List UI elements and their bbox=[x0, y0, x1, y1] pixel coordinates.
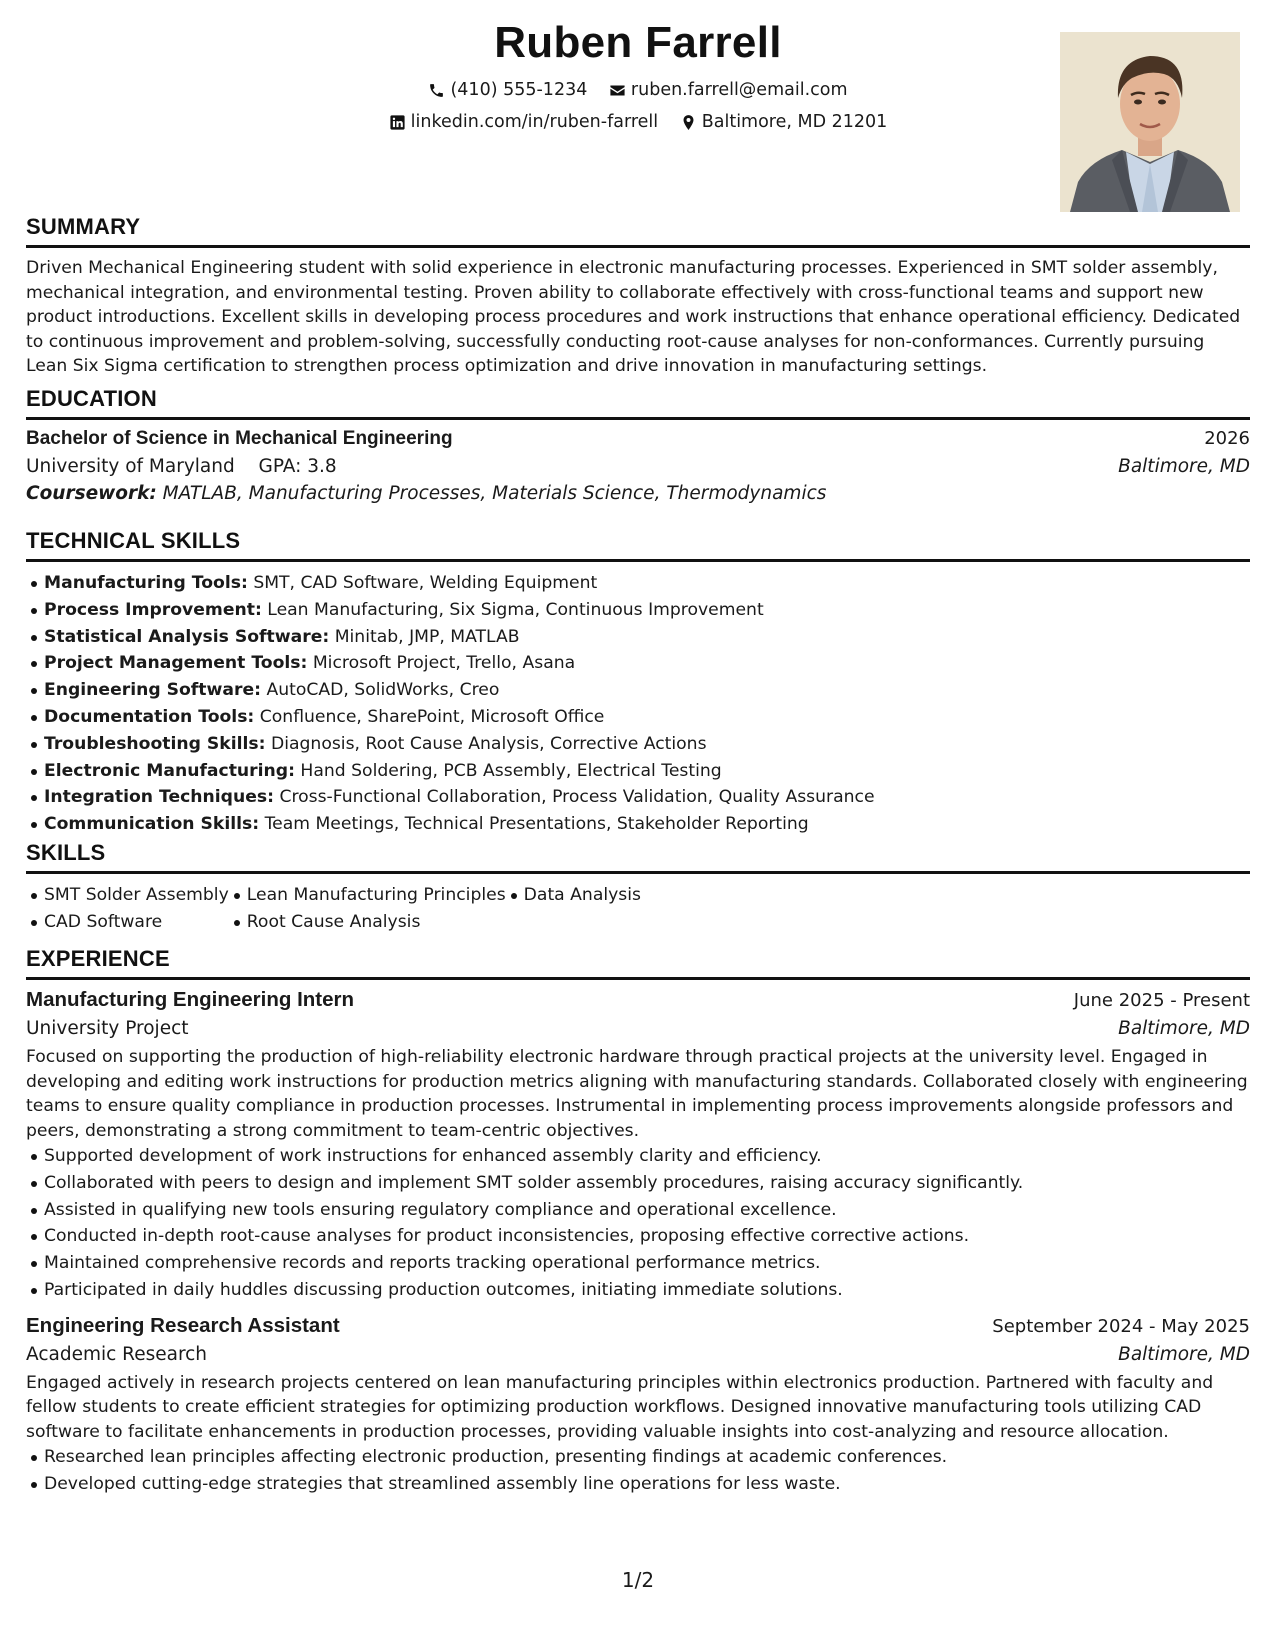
envelope-icon bbox=[609, 82, 626, 99]
education-title-row bbox=[26, 428, 1250, 450]
page-number: 1/2 bbox=[621, 1568, 655, 1592]
technical-skill-label: Documentation Tools: bbox=[44, 706, 255, 727]
skill-item: Lean Manufacturing Principles bbox=[247, 882, 506, 909]
technical-skill-value: Microsoft Project, Trello, Asana bbox=[312, 653, 576, 674]
technical-skill-label: Integration Techniques: bbox=[44, 787, 274, 808]
technical-skill-value: Hand Soldering, PCB Assembly, Electrical Testing bbox=[300, 760, 722, 781]
linkedin-contact[interactable] bbox=[389, 112, 658, 132]
coursework-text: MATLAB, Manufacturing Processes, Materials Science, Thermodynamics bbox=[162, 483, 827, 504]
technical-skill-label: Process Improvement: bbox=[44, 599, 262, 620]
technical-skill-label: Project Management Tools: bbox=[44, 653, 308, 674]
job-org-row bbox=[26, 1018, 1250, 1039]
job-bullet: Maintained comprehensive records and reports tracking operational performance metrics. bbox=[44, 1250, 1250, 1277]
technical-skill-item bbox=[44, 704, 1250, 731]
technical-skill-label: Manufacturing Tools: bbox=[44, 573, 248, 593]
technical-skills-section bbox=[26, 528, 1250, 838]
school-name: University of Maryland bbox=[26, 456, 235, 477]
education-heading: EDUCATION bbox=[26, 386, 1250, 420]
technical-skill-value: Lean Manufacturing, Six Sigma, Continuous Improvement bbox=[267, 599, 764, 620]
skills-section bbox=[26, 840, 1250, 936]
job-role: Manufacturing Engineering Intern bbox=[26, 988, 355, 1011]
technical-skill-value: SMT, CAD Software, Welding Equipment bbox=[253, 573, 598, 593]
skills-column-1 bbox=[26, 882, 229, 936]
profile-photo bbox=[1060, 32, 1240, 212]
technical-skill-value: Minitab, JMP, MATLAB bbox=[334, 626, 520, 647]
linkedin-text: linkedin.com/in/ruben-farrell bbox=[410, 112, 659, 132]
technical-skill-item bbox=[44, 570, 1250, 597]
technical-skill-item bbox=[44, 597, 1250, 624]
skill-item: Root Cause Analysis bbox=[247, 909, 506, 936]
phone-contact[interactable] bbox=[428, 80, 587, 100]
email-contact[interactable] bbox=[609, 80, 848, 100]
job-location: Baltimore, MD bbox=[1118, 1018, 1250, 1039]
graduation-year: 2026 bbox=[1204, 428, 1250, 449]
technical-skill-value: Diagnosis, Root Cause Analysis, Corrective Actions bbox=[270, 733, 707, 754]
job-bullets bbox=[26, 1444, 1250, 1498]
technical-skills-heading: TECHNICAL SKILLS bbox=[26, 528, 1250, 562]
job-dates: September 2024 - May 2025 bbox=[992, 1315, 1250, 1337]
technical-skill-item bbox=[44, 758, 1250, 785]
job-bullet: Conducted in-depth root-cause analyses for product inconsistencies, proposing effective corrective actions. bbox=[44, 1223, 1250, 1250]
job-dates: June 2025 - Present bbox=[1073, 990, 1250, 1011]
email-text: ruben.farrell@email.com bbox=[630, 80, 848, 100]
job-bullet: Participated in daily huddles discussing production outcomes, initiating immediate solutions. bbox=[44, 1277, 1250, 1304]
technical-skill-value: Cross-Functional Collaboration, Process Validation, Quality Assurance bbox=[279, 787, 875, 808]
job-entry bbox=[26, 988, 1250, 1304]
skills-heading: SKILLS bbox=[26, 840, 1250, 874]
job-title-row bbox=[26, 1314, 1250, 1338]
technical-skill-value: Confluence, SharePoint, Microsoft Office bbox=[259, 706, 605, 727]
education-school-row bbox=[26, 456, 1250, 477]
linkedin-icon bbox=[389, 114, 406, 131]
coursework-label: Coursework: bbox=[26, 483, 157, 504]
school-location: Baltimore, MD bbox=[1118, 456, 1250, 477]
technical-skill-label: Engineering Software: bbox=[44, 680, 261, 701]
resume-header bbox=[26, 0, 1250, 220]
technical-skill-item bbox=[44, 731, 1250, 758]
job-title-row bbox=[26, 988, 1250, 1012]
map-pin-icon bbox=[680, 114, 697, 131]
school-line bbox=[26, 456, 337, 477]
technical-skill-value: Team Meetings, Technical Presentations, Stakeholder Reporting bbox=[264, 814, 809, 835]
location-contact bbox=[680, 112, 888, 132]
resume-page bbox=[26, 0, 1250, 1650]
job-bullet: Collaborated with peers to design and implement SMT solder assembly procedures, raising accuracy significantly. bbox=[44, 1170, 1250, 1197]
summary-text: Driven Mechanical Engineering student with solid experience in electronic manufacturing processes. Experienced in SMT solder assembly, mechanical integration, and environmental testing. Proven ability to collaborate effectively with cross-functional teams and support new product introductions. Excellent skills in developing process procedures and work instructions that enhance operational efficiency. Dedicated to continuous improvement and problem-solving, successfully conducting root-cause analyses for non-conformances. Currently pursuing Lean Six Sigma certification to strengthen process optimization and drive innovation in manufacturing settings. bbox=[26, 258, 1241, 376]
job-entry bbox=[26, 1314, 1250, 1498]
location-text: Baltimore, MD 21201 bbox=[701, 112, 888, 132]
technical-skill-item bbox=[44, 624, 1250, 651]
skill-item: CAD Software bbox=[44, 909, 229, 936]
technical-skill-value: AutoCAD, SolidWorks, Creo bbox=[266, 680, 500, 701]
skills-column-3 bbox=[506, 882, 641, 936]
education-section bbox=[26, 386, 1250, 504]
technical-skill-item bbox=[44, 811, 1250, 838]
skill-item: Data Analysis bbox=[524, 882, 641, 909]
job-role: Engineering Research Assistant bbox=[26, 1313, 340, 1337]
technical-skill-item bbox=[44, 784, 1250, 811]
job-bullet: Researched lean principles affecting electronic production, presenting findings at academic conferences. bbox=[44, 1444, 1250, 1471]
degree-title: Bachelor of Science in Mechanical Engineering bbox=[26, 428, 453, 449]
coursework-line bbox=[26, 483, 1250, 504]
job-description: Focused on supporting the production of high-reliability electronic hardware through practical projects at the university level. Engaged in developing and editing work instructions for production metrics aligning with manufacturing standards. Collaborated closely with engineering teams to ensure quality compliance in production processes. Instrumental in implementing process improvements alongside professors and peers, demonstrating a strong commitment to team-centric objectives. bbox=[26, 1047, 1248, 1141]
job-bullets bbox=[26, 1143, 1250, 1304]
technical-skill-label: Communication Skills: bbox=[44, 814, 260, 835]
experience-heading: EXPERIENCE bbox=[26, 946, 1250, 980]
summary-section bbox=[26, 214, 1250, 379]
technical-skills-list bbox=[26, 570, 1250, 838]
technical-skill-item bbox=[44, 650, 1250, 677]
phone-icon bbox=[428, 82, 445, 99]
skills-column-2 bbox=[229, 882, 506, 936]
technical-skill-item bbox=[44, 677, 1250, 704]
job-bullet: Developed cutting-edge strategies that streamlined assembly line operations for less waste. bbox=[44, 1471, 1250, 1498]
job-description: Engaged actively in research projects centered on lean manufacturing principles within electronics production. Partnered with faculty and fellow students to create efficient strategies for optimizing production workflows. Designed innovative manufacturing tools utilizing CAD software to facilitate enhancements in production processes, providing valuable insights into cost-analyzing and resource allocation. bbox=[26, 1372, 1214, 1442]
skill-item: SMT Solder Assembly bbox=[44, 882, 229, 909]
candidate-name: Ruben Farrell bbox=[494, 18, 782, 67]
job-bullet: Assisted in qualifying new tools ensuring regulatory compliance and operational excellence. bbox=[44, 1197, 1250, 1224]
phone-text: (410) 555-1234 bbox=[450, 80, 588, 100]
technical-skill-label: Electronic Manufacturing: bbox=[44, 760, 295, 781]
job-organization: University Project bbox=[26, 1018, 189, 1039]
job-location: Baltimore, MD bbox=[1118, 1343, 1250, 1365]
experience-section bbox=[26, 946, 1250, 1498]
gpa-text: GPA: 3.8 bbox=[258, 456, 337, 477]
job-organization: Academic Research bbox=[26, 1343, 208, 1365]
technical-skill-label: Statistical Analysis Software: bbox=[44, 626, 330, 647]
summary-heading: SUMMARY bbox=[26, 214, 1250, 248]
skills-grid bbox=[26, 882, 1250, 936]
job-bullet: Supported development of work instructions for enhanced assembly clarity and efficiency. bbox=[44, 1143, 1250, 1170]
technical-skill-label: Troubleshooting Skills: bbox=[44, 733, 266, 754]
job-org-row bbox=[26, 1344, 1250, 1365]
